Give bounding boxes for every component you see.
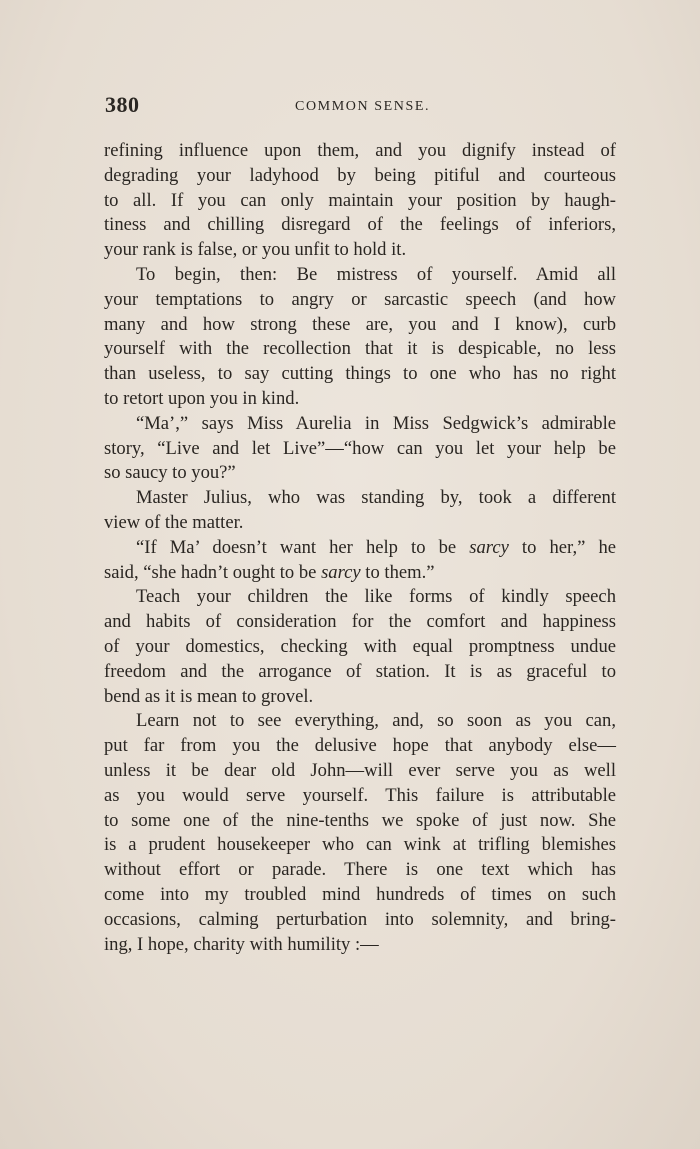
- text-line: many and how strong these are, you and I know), curb: [104, 313, 616, 335]
- text-line: refining influence upon them, and you dignify instead of: [104, 140, 616, 161]
- text-segment: to her,” he: [508, 536, 616, 558]
- text-segment: to them.”: [360, 561, 435, 583]
- page-number: 380: [105, 92, 140, 117]
- body-text: [104, 139, 616, 957]
- text-segment: “If Ma’ doesn’t want her help to be: [136, 536, 470, 558]
- text-line: bend as it is mean to grovel.: [104, 685, 314, 707]
- running-title: COMMON SENSE.: [295, 99, 431, 114]
- text-line: Master Julius, who was standing by, took a different: [136, 487, 616, 509]
- text-line: your temptations to angry or sarcastic speech (and how: [104, 288, 616, 310]
- text-line: “Ma’,” says Miss Aurelia in Miss Sedgwick’s admirable: [136, 412, 616, 434]
- text-line: tiness and chilling disregard of the feelings of inferiors,: [104, 214, 616, 236]
- text-line: your rank is false, or you unfit to hold it.: [104, 239, 407, 261]
- text-line: freedom and the arrogance of station. It is as graceful to: [104, 660, 616, 682]
- text-line: Learn not to see everything, and, so soon as you can,: [136, 710, 616, 732]
- text-line: to some one of the nine-tenths we spoke of just now. She: [104, 809, 616, 831]
- page-header: [105, 92, 617, 122]
- text-line: story, “Live and let Live”—“how can you let your help be: [104, 437, 616, 459]
- text-line: put far from you the delusive hope that anybody else—: [104, 735, 616, 757]
- text-line: to all. If you can only maintain your position by haugh-: [104, 189, 616, 211]
- text-line: without effort or parade. There is one text which has: [104, 859, 616, 881]
- italic-word: sarcy: [469, 536, 509, 558]
- text-line: Teach your children the like forms of kindly speech: [136, 586, 616, 608]
- text-line: as you would serve yourself. This failure is attributable: [104, 784, 616, 806]
- text-line: [104, 536, 616, 561]
- text-segment: said, “she hadn’t ought to be: [104, 561, 322, 583]
- text-line: than useless, to say cutting things to one who has no right: [104, 363, 616, 385]
- text-line: To begin, then: Be mistress of yourself. Amid all: [136, 263, 616, 285]
- text-line: yourself with the recollection that it is despicable, no less: [104, 338, 616, 360]
- text-line: unless it be dear old John—will ever serve you as well: [104, 759, 616, 781]
- text-line: is a prudent housekeeper who can wink at trifling blemishes: [104, 834, 616, 856]
- text-line: to retort upon you in kind.: [104, 387, 300, 409]
- text-line: view of the matter.: [104, 511, 244, 533]
- text-line: so saucy to you?”: [104, 462, 236, 484]
- text-line: of your domestics, checking with equal promptness undue: [104, 635, 616, 657]
- italic-word: sarcy: [321, 561, 361, 583]
- text-line: [104, 561, 616, 586]
- text-line: occasions, calming perturbation into solemnity, and bring-: [104, 908, 616, 930]
- text-line: ing, I hope, charity with humility :—: [104, 933, 379, 955]
- text-line: and habits of consideration for the comfort and happiness: [104, 611, 616, 633]
- text-line: come into my troubled mind hundreds of times on such: [104, 883, 616, 905]
- text-line: degrading your ladyhood by being pitiful and courteous: [104, 164, 616, 186]
